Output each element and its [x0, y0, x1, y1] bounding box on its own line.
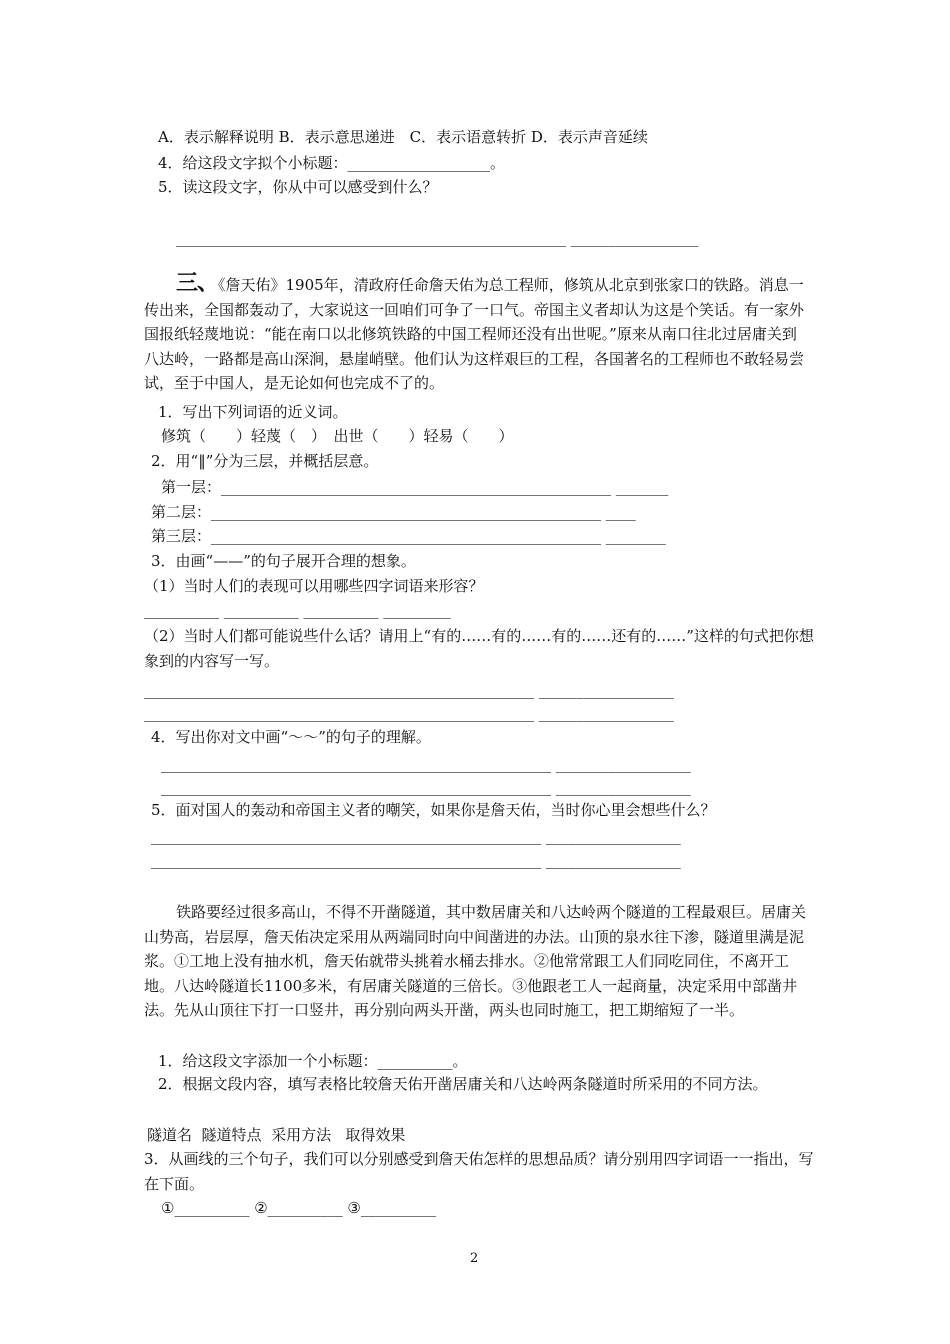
s3-q3-1-prompt: （1）当时人们的表现可以用哪些四字词语来形容？: [144, 577, 484, 595]
layer3-line[interactable]: 第三层：____________________________________________________ ________: [151, 527, 666, 545]
s4-table-headers: 隧道名 隧道特点 采用方法 取得效果: [147, 1126, 406, 1144]
section4-passage: 铁路要经过很多高山，不得不开凿隧道，其中数居庸关和八达岭两个隧道的工程最艰巨。居庸关山势高，岩层厚，詹天佑决定采用从两端同时向中间凿进的办法。山顶的泉水往下渗，隧道里满是泥浆。①工地上没有抽水机，詹天佑就带头挑着水桶去排水。②他常常跟工人们同吃同住，不离开工地。八达岭隧道长1100多米，有居庸关隧道的三倍长。③他跟老工人一起商量，决定采用中部凿井法。先从山顶往下打一口竖井，再分别向两头开凿，两头也同时施工，把工期缩短了一半。: [144, 903, 807, 1019]
s3-q5-line2[interactable]: ____________________________________________________ __________________: [151, 851, 681, 869]
passage-text: 《詹天佑》1905年，清政府任命詹天佑为总工程师，修筑从北京到张家口的铁路。消息一传出来，全国都轰动了，大家说这一回咱们可争了一口气。帝国主义者却认为这是个笑话。有一家外国报纸轻蔑地说：“能在南口以北修筑铁路的中国工程师还没有出世呢。”原来从南口往北过居庸关到八达岭，一路都是高山深涧，悬崖峭壁。他们认为这样艰巨的工程，各国著名的工程师也不敢轻易尝试，至于中国人，是无论如何也完成不了的。: [144, 276, 805, 392]
s4-q1-prompt[interactable]: 1．给这段文字添加一个小标题：__________。: [158, 1052, 468, 1070]
q5-answer-line[interactable]: ____________________________________________________ _________________: [176, 229, 699, 247]
s3-q5-prompt: 5．面对国人的轰动和帝国主义者的嘲笑，如果你是詹天佑，当时你心里会想些什么？: [151, 801, 716, 819]
layer2-line[interactable]: 第二层：____________________________________________________ ____: [151, 503, 636, 521]
s3-q3-2-line2[interactable]: ____________________________________________________ __________________: [144, 704, 674, 722]
section3-passage: [144, 271, 806, 396]
q3-options: A．表示解释说明 B．表示意思递进 C．表示语意转折 D．表示声音延续: [158, 128, 648, 146]
s3-q2-prompt: 2．用“‖”分为三层，并概括层意。: [151, 452, 379, 470]
s4-q3-prompt: 3．从画线的三个句子，我们可以分别感受到詹天佑怎样的思想品质？请分别用四字词语一一指出，写在下面。: [144, 1150, 814, 1193]
s4-q2-prompt: 2．根据文段内容，填写表格比较詹天佑开凿居庸关和八达岭两条隧道时所采用的不同方法。: [158, 1075, 768, 1093]
s3-q1-words[interactable]: 修筑（ ）轻蔑（ ） 出世（ ）轻易（ ）: [161, 427, 514, 445]
s3-q5-line1[interactable]: ____________________________________________________ __________________: [151, 827, 681, 845]
s3-q3-2-line1[interactable]: ____________________________________________________ __________________: [144, 681, 674, 699]
s3-q3-1-blanks[interactable]: __________ __________ __________ _________: [144, 601, 451, 619]
section-marker: 三、: [176, 270, 219, 296]
s3-q4-line2[interactable]: ____________________________________________________ __________________: [161, 778, 691, 796]
s3-q4-line1[interactable]: ____________________________________________________ __________________: [161, 755, 691, 773]
s3-q3-2-prompt: （2）当时人们都可能说些什么话？请用上“有的……有的……有的……还有的……”这样的句式把你想象到的内容写一写。: [144, 627, 814, 670]
page-number: 2: [470, 1251, 479, 1266]
s3-q4-prompt: 4．写出你对文中画“～～”的句子的理解。: [151, 728, 431, 746]
s3-q3-prompt: 3．由画“——”的句子展开合理的想象。: [151, 552, 416, 570]
layer1-line[interactable]: 第一层：____________________________________________________ _______: [161, 478, 669, 496]
s3-q1-prompt: 1．写出下列词语的近义词。: [158, 403, 348, 421]
s4-q3-blanks[interactable]: ①__________ ②__________ ③__________: [161, 1199, 436, 1217]
q5-prompt: 5．读这段文字，你从中可以感受到什么？: [158, 178, 438, 196]
q4-title-prompt: 4．给这段文字拟个小标题：___________________。: [158, 154, 506, 172]
